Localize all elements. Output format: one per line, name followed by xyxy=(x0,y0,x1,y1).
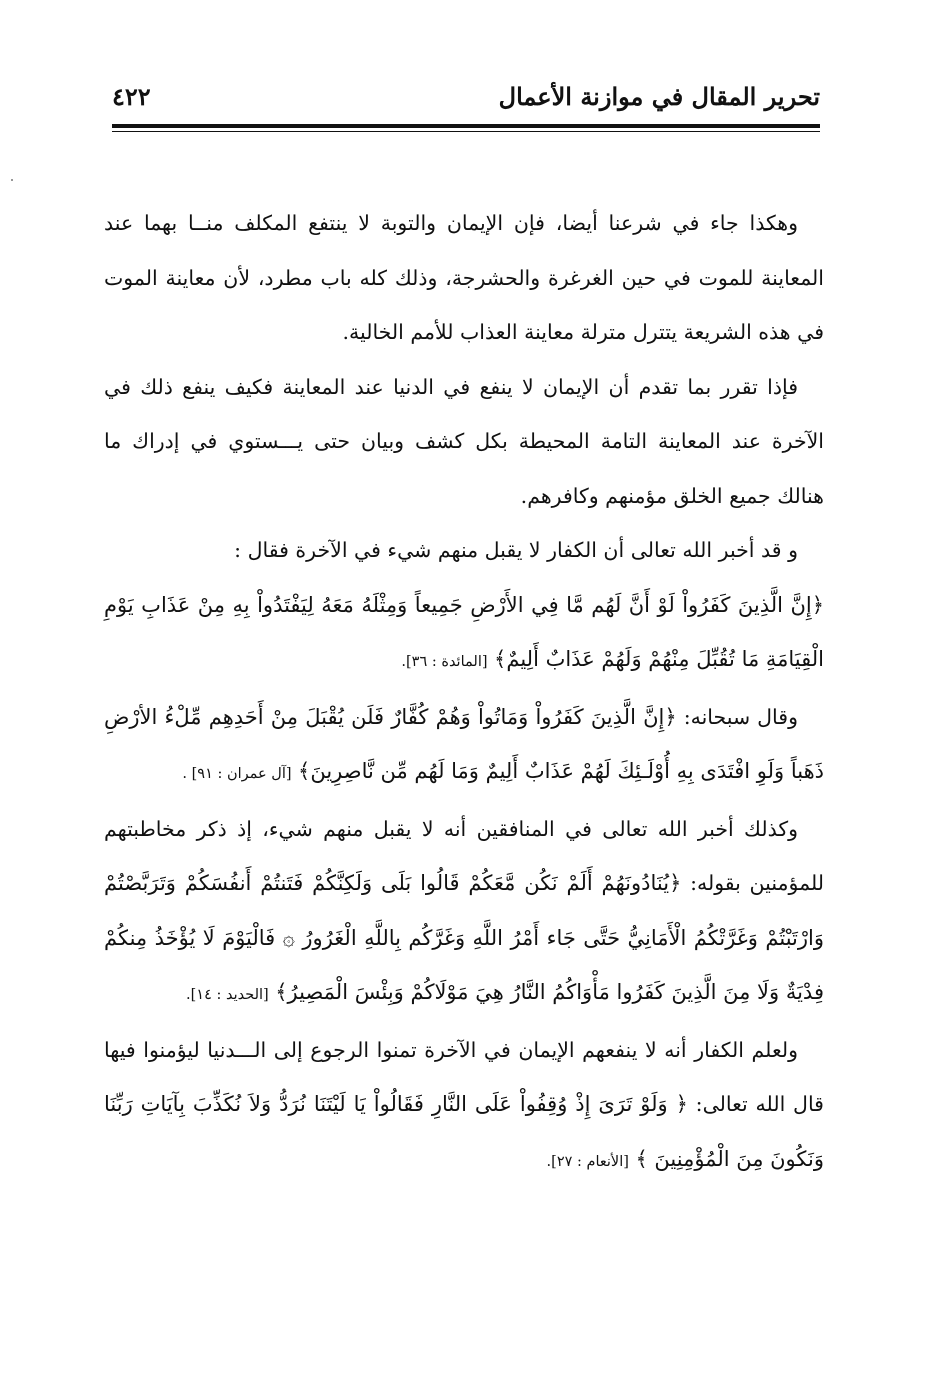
running-title: تحرير المقال في موازنة الأعمال xyxy=(498,82,820,111)
paragraph-5 xyxy=(104,802,824,1023)
quran-verse-2: ﴿إِنَّ الَّذِينَ كَفَرُواْ وَمَاتُواْ وَهُمْ كُفَّارٌ فَلَن يُقْبَلَ مِنْ أَحَدِهِم مِّلْءُ الأرْضِ ذَهَباً وَلَوِ افْتَدَى بِهِ أُوْلَـئِكَ لَهُمْ عَذَابٌ أَلِيمٌ وَمَا لَهُم مِّن نَّاصِرِينَ﴾ xyxy=(104,704,824,783)
paragraph-2: فإذا تقرر بما تقدم أن الإيمان لا ينفع في الدنيا عند المعاينة فكيف ينفع ذلك في الآخرة عند المعاينة التامة المحيطة بكل كشف وبيان حتى يـــستوي في إدراك ما هنالك جميع الخلق مؤمنهم وكافرهم. xyxy=(104,374,824,508)
verse-reference-4: [الأنعام : ٢٧]. xyxy=(546,1153,629,1170)
quran-verse-3: ﴿يُنَادُونَهُمْ أَلَمْ نَكُن مَّعَكُمْ قَالُوا بَلَى وَلَكِنَّكُمْ فَتَنتُمْ أَنفُسَكُمْ وَتَرَبَّصْتُمْ وَارْتَبْتُمْ وَغَرَّتْكُمُ الْأَمَانِيُّ حَتَّى جَاء أَمْرُ اللَّهِ وَغَرَّكُم بِاللَّهِ الْغَرُورُ ۞ فَالْيَوْمَ لَا يُؤْخَذُ مِنكُمْ فِدْيَةٌ وَلَا مِنَ الَّذِينَ كَفَرُوا مَأْوَاكُمُ النَّارُ هِيَ مَوْلَاكُمْ وَبِئْسَ الْمَصِيرُ﴾ xyxy=(104,871,824,1004)
quran-verse-1: ﴿إِنَّ الَّذِينَ كَفَرُواْ لَوْ أَنَّ لَهُم مَّا فِي الأَرْضِ جَمِيعاً وَمِثْلَهُ مَعَهُ لِيَفْتَدُواْ بِهِ مِنْ عَذَابِ يَوْمِ الْقِيَامَةِ مَا تُقُبِّلَ مِنْهُمْ وَلَهُمْ عَذَابٌ أَلِيمٌ﴾ xyxy=(104,592,824,671)
verse-reference-2: [آل عمران : ٩١] . xyxy=(182,766,292,782)
paragraph-1: وهكذا جاء في شرعنا أيضا، فإن الإيمان والتوبة لا ينتفع المكلف منــا بهما عند المعاينة للموت في حين الغرغرة والحشرجة، وذلك كله باب مطرد، لأن معاينة الموت في هذه الشريعة يتترل مترلة معاينة العذاب للأمم الخالية. xyxy=(104,211,824,344)
verse-reference-3: [الحديد : ١٤]. xyxy=(186,987,269,1003)
quran-verse-4: ﴿ وَلَوْ تَرَىَ إِذْ وُقِفُواْ عَلَى النَّارِ فَقَالُواْ يَا لَيْتَنَا نُرَدُّ وَلاَ نُكَذِّبَ بِآيَاتِ رَبِّنَا وَنَكُونَ مِنَ الْمُؤْمِنِينَ ﴾ xyxy=(104,1092,824,1171)
scan-speck xyxy=(11,179,13,181)
paragraph-4 xyxy=(104,690,824,802)
header-rule-thin xyxy=(112,131,820,132)
header-rule-thick xyxy=(112,124,820,128)
running-header xyxy=(112,78,820,124)
paragraph-6 xyxy=(104,1023,824,1190)
page-body xyxy=(104,196,824,1189)
paragraph-4-intro: وقال سبحانه: xyxy=(683,704,798,729)
verse-reference-1: [المائدة : ٣٦]. xyxy=(401,654,488,670)
paragraph-3: و قد أخبر الله تعالى أن الكفار لا يقبل منهم شيء في الآخرة فقال : xyxy=(234,538,798,562)
paragraph-5-text: وكذلك أخبر الله تعالى في المنافقين أنه لا يقبل منهم شيء، إذ ذكر مخاطبتهم للمؤمنين بقوله: xyxy=(104,816,824,895)
paragraph-6-text: ولعلم الكفار أنه لا ينفعهم الإيمان في الآخرة تمنوا الرجوع إلى الـــدنيا ليؤمنوا فيها قال الله تعالى: xyxy=(104,1037,824,1116)
page-number: ٤٢٢ xyxy=(112,82,151,111)
quran-quote-1 xyxy=(104,578,824,690)
